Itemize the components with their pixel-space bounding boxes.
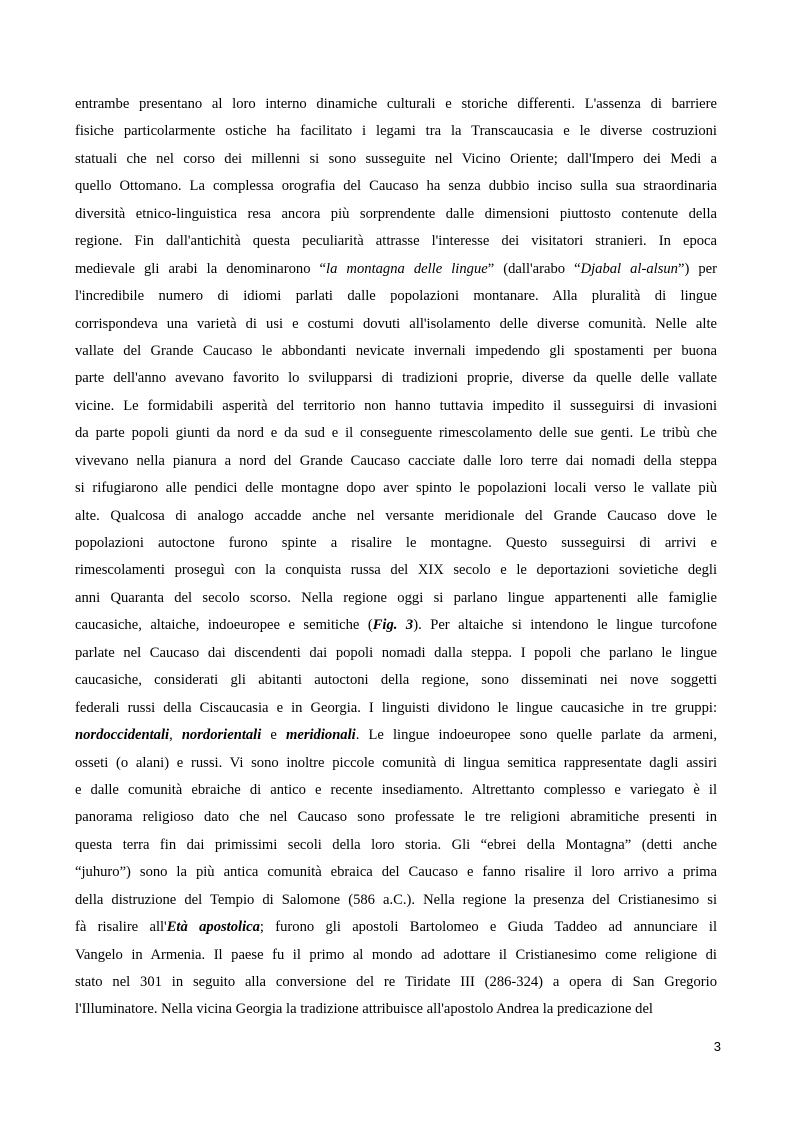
text-run: ”) per: [677, 260, 717, 277]
text-line: [75, 832, 717, 859]
text-run: regione. Fin dall'antichità questa peculiarità attrasse l'interesse dei visitatori stranieri. In epoca: [75, 233, 717, 250]
text-run: si rifugiarono alle pendici delle montagne dopo aver spinto le popolazioni locali verso le vallate più: [75, 480, 717, 497]
text-line: [75, 256, 717, 283]
text-run: fà risalire all': [75, 919, 167, 936]
text-run: statuali che nel corso dei millenni si sono susseguite nel Vicino Oriente; dall'Impero dei Medi a: [75, 150, 717, 167]
text-line: [75, 448, 717, 475]
text-run: quello Ottomano. La complessa orografia del Caucaso ha senza dubbio inciso sulla sua straordinaria: [75, 178, 717, 195]
text-line: [75, 146, 717, 173]
text-line: [75, 722, 717, 749]
text-run: e dalle comunità ebraiche di antico e recente insediamento. Altrettanto complesso e variegato è il: [75, 781, 717, 798]
text-run: panorama religioso dato che nel Caucaso sono professate le tre religioni abramitiche presenti in: [75, 809, 717, 826]
body-text: [75, 91, 717, 1024]
text-run: popolazioni autoctone furono spinte a risalire le montagne. Questo susseguirsi di arrivi e: [75, 535, 717, 551]
emphasized-text: Età apostolica: [166, 919, 260, 936]
page-number: 3: [713, 1039, 721, 1054]
text-line: [75, 777, 717, 804]
text-line: [75, 393, 717, 420]
text-line: [75, 118, 717, 145]
text-run: osseti (o alani) e russi. Vi sono inoltre piccole comunità di lingua semitica rappresentate dagli assiri: [75, 754, 717, 771]
text-line: [75, 311, 717, 338]
text-line: [75, 612, 717, 639]
text-line: [75, 667, 717, 694]
text-run: “juhuro”) sono la più antica comunità ebraica del Caucaso e fanno risalire il loro arrivo a prima: [75, 864, 717, 881]
emphasized-text: nordoccidentali: [75, 727, 170, 744]
text-line: [75, 942, 717, 969]
text-run: questa terra fin dai primissimi secoli della loro storia. Gli “ebrei della Montagna” (detti anche: [75, 836, 717, 853]
text-line: [75, 530, 717, 557]
text-run: vivevano nella pianura a nord del Grande Caucaso cacciate dalle loro terre dai nomadi della steppa: [75, 452, 717, 469]
text-line: [75, 996, 717, 1023]
text-line: [75, 420, 717, 447]
text-run: corrispondeva una varietà di usi e costumi dovuti all'isolamento delle diverse comunità. Nelle alte: [75, 315, 717, 332]
text-run: vallate del Grande Caucaso le abbondanti nevicate invernali impedendo gli spostamenti per buona: [75, 342, 717, 359]
text-run: da parte popoli giunti da nord e da sud e il conseguente rimescolamento delle sue genti. Le tribù che: [75, 425, 717, 442]
text-line: [75, 969, 717, 996]
emphasized-text: la montagna delle lingue: [326, 260, 488, 277]
text-run: entrambe presentano al loro interno dinamiche culturali e storiche differenti. L'assenza di barriere: [75, 96, 717, 112]
text-line: [75, 283, 717, 310]
text-line: [75, 585, 717, 612]
text-run: vicine. Le formidabili asperità del territorio non hanno tuttavia impedito il susseguirsi di invasioni: [75, 397, 717, 414]
text-run: e: [261, 727, 286, 744]
text-run: caucasiche, altaiche, indoeuropee e semitiche (: [75, 617, 373, 634]
text-line: [75, 914, 717, 941]
text-run: l'incredibile numero di idiomi parlati dalle popolazioni montanare. Alla pluralità di lingue: [75, 288, 717, 305]
text-line: [75, 640, 717, 667]
text-run: diversità etnico-linguistica resa ancora più sorprendente dalle dimensioni piuttosto contenute della: [75, 205, 717, 222]
text-line: [75, 887, 717, 914]
text-line: [75, 695, 717, 722]
text-run: ,: [169, 727, 182, 744]
text-run: anni Quaranta del secolo scorso. Nella regione oggi si parlano lingue appartenenti alle famiglie: [75, 589, 717, 606]
text-run: l'Illuminatore. Nella vicina Georgia la tradizione attribuisce all'apostolo Andrea la predicazione del: [75, 1001, 653, 1018]
text-line: [75, 804, 717, 831]
text-run: stato nel 301 in seguito alla conversione del re Tiridate III (286-324) a opera di San Gregorio: [75, 974, 717, 990]
text-run: ). Per altaiche si intendono le lingue turcofone: [413, 617, 717, 634]
text-line: [75, 365, 717, 392]
text-run: parte dell'anno avevano favorito lo svilupparsi di tradizioni proprie, diverse da quelle delle vallate: [75, 370, 717, 387]
text-run: alte. Qualcosa di analogo accadde anche nel versante meridionale del Grande Caucaso dove le: [75, 507, 717, 524]
text-line: [75, 91, 717, 118]
text-run: parlate nel Caucaso dai discendenti dai popoli nomadi dalla steppa. I popoli che parlano le lingue: [75, 644, 717, 661]
emphasized-text: Fig. 3: [372, 617, 414, 634]
text-line: [75, 338, 717, 365]
text-run: rimescolamenti proseguì con la conquista russa del XIX secolo e le deportazioni sovietiche degli: [75, 562, 717, 579]
text-line: [75, 503, 717, 530]
text-run: caucasiche, considerati gli abitanti autoctoni della regione, sono disseminati nei nove soggetti: [75, 672, 717, 689]
text-line: [75, 173, 717, 200]
text-run: medievale gli arabi la denominarono “: [75, 260, 327, 277]
emphasized-text: meridionali: [285, 727, 356, 744]
text-line: [75, 557, 717, 584]
text-line: [75, 859, 717, 886]
text-line: [75, 475, 717, 502]
text-run: federali russi della Ciscaucasia e in Georgia. I linguisti dividono le lingue caucasiche in tre gruppi:: [75, 699, 717, 716]
text-run: ” (dall'arabo “: [487, 260, 581, 277]
text-run: ; furono gli apostoli Bartolomeo e Giuda Taddeo ad annunciare il: [259, 919, 717, 936]
text-run: fisiche particolarmente ostiche ha facilitato i legami tra la Transcaucasia e le diverse costruzioni: [75, 123, 717, 140]
emphasized-text: Djabal al-alsun: [580, 260, 678, 277]
text-line: [75, 750, 717, 777]
text-run: . Le lingue indoeuropee sono quelle parlate da armeni,: [355, 727, 718, 744]
text-run: della distruzione del Tempio di Salomone (586 a.C.). Nella regione la presenza del Cristianesimo si: [75, 891, 717, 908]
text-run: Vangelo in Armenia. Il paese fu il primo al mondo ad adottare il Cristianesimo come religione di: [75, 946, 717, 963]
text-line: [75, 228, 717, 255]
emphasized-text: nordorientali: [181, 727, 262, 744]
text-line: [75, 201, 717, 228]
